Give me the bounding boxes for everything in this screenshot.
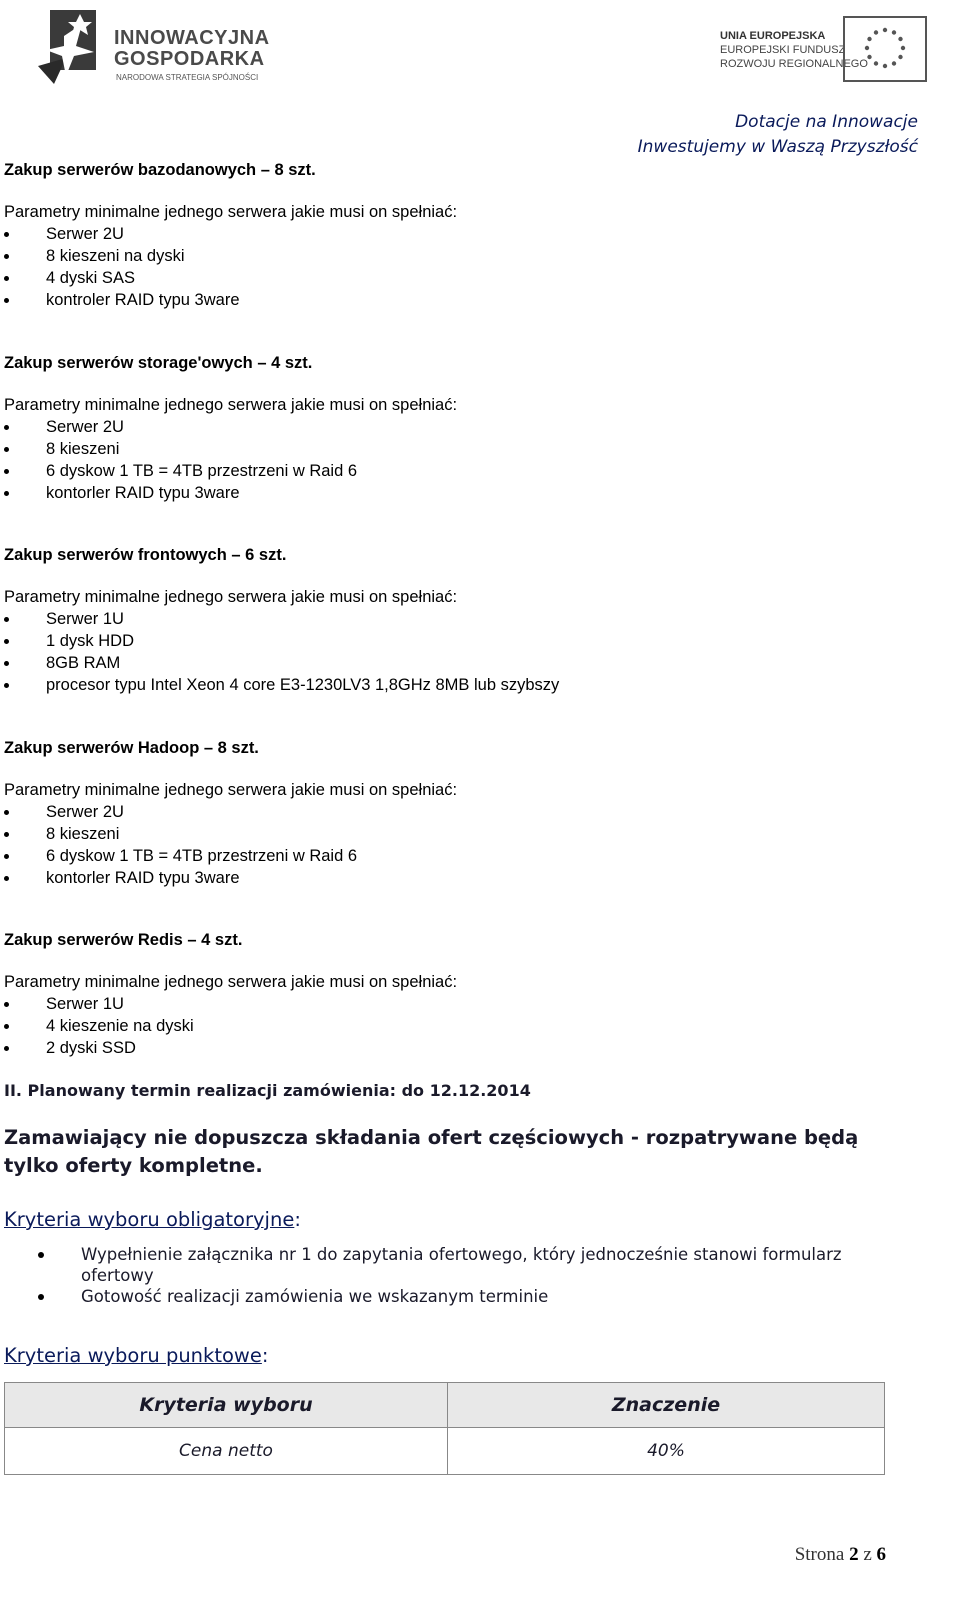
list-item	[4, 630, 559, 652]
list-item	[4, 1015, 457, 1037]
list-item-text: 6 dyskow 1 TB = 4TB przestrzeni w Raid 6	[46, 462, 358, 480]
list-item	[4, 652, 559, 674]
slogan-line-2: Inwestujemy w Waszą Przyszłość	[637, 137, 918, 157]
section-intro: Parametry minimalne jednego serwera jakie musi on spełniać:	[4, 396, 458, 414]
bullet-icon	[4, 639, 9, 644]
mandatory-criteria-heading	[4, 1207, 301, 1233]
bullet-icon	[4, 683, 9, 688]
mandatory-criteria-title: Kryteria wyboru obligatoryjne	[4, 1208, 295, 1231]
bullet-icon	[4, 1046, 9, 1051]
partial-offers-note: Zamawiający nie dopuszcza składania ofert częściowych - rozpatrywane będą tylko oferty kompletne.	[4, 1126, 859, 1177]
list-item	[4, 460, 457, 482]
page-number	[795, 1544, 886, 1566]
list-item-text: kontorler RAID typu 3ware	[46, 484, 240, 502]
list-item	[36, 1286, 866, 1307]
section-intro: Parametry minimalne jednego serwera jakie musi on spełniać:	[4, 588, 458, 606]
eu-logo-line-2: EUROPEJSKI FUNDUSZ	[720, 44, 846, 56]
list-item	[4, 289, 457, 311]
bullet-icon	[4, 876, 9, 881]
bullet-icon	[4, 491, 9, 496]
list-item-text: kontorler RAID typu 3ware	[46, 869, 240, 887]
section-intro: Parametry minimalne jednego serwera jakie musi on spełniać:	[4, 973, 458, 991]
logo-line-2: GOSPODARKA	[114, 48, 265, 70]
page-number-total: 6	[876, 1544, 886, 1565]
list-item	[4, 823, 457, 845]
list-item	[4, 867, 457, 889]
list-item	[4, 674, 559, 696]
list-item-text: Serwer 2U	[46, 803, 124, 821]
eu-logo	[690, 14, 950, 84]
spec-list	[4, 416, 457, 504]
spec-list	[4, 993, 457, 1059]
list-item-text: 4 dyski SAS	[46, 269, 135, 287]
innowacyjna-gospodarka-logo	[36, 6, 296, 86]
section-database-servers	[4, 159, 457, 311]
section-title: Zakup serwerów frontowych – 6 szt.	[4, 546, 287, 564]
point-criteria-title: Kryteria wyboru punktowe	[4, 1344, 262, 1367]
slogan	[638, 110, 918, 160]
eu-logo-line-1: UNIA EUROPEJSKA	[720, 30, 826, 42]
list-item	[4, 267, 457, 289]
list-item-text: kontroler RAID typu 3ware	[46, 291, 240, 309]
logo-star-icon	[36, 6, 108, 84]
list-item	[4, 416, 457, 438]
table-cell: 40%	[448, 1428, 885, 1475]
table-row	[5, 1428, 885, 1475]
slogan-line-1: Dotacje na Innowacje	[735, 112, 918, 132]
list-item-text: 8 kieszeni	[46, 440, 120, 458]
list-item-text: Wypełnienie załącznika nr 1 do zapytania ofertowego, który jednocześnie stanowi formularz ofertowy	[81, 1245, 842, 1285]
list-item	[4, 801, 457, 823]
table-header-cell: Kryteria wyboru	[5, 1383, 448, 1428]
list-item	[4, 1037, 457, 1059]
page-number-separator: z	[863, 1544, 872, 1565]
bullet-icon	[4, 447, 9, 452]
section-title: Zakup serwerów storage'owych – 4 szt.	[4, 354, 313, 372]
criteria-table	[4, 1382, 885, 1475]
bullet-icon	[4, 832, 9, 837]
section-frontend-servers	[4, 544, 559, 696]
bullet-icon	[4, 1024, 9, 1029]
page-number-current: 2	[849, 1544, 859, 1565]
bullet-icon	[4, 810, 9, 815]
list-item-text: 6 dyskow 1 TB = 4TB przestrzeni w Raid 6	[46, 847, 358, 865]
list-item-text: 1 dysk HDD	[46, 632, 135, 650]
bullet-icon	[38, 1252, 44, 1258]
spec-list	[4, 801, 457, 889]
list-item-text: Serwer 1U	[46, 610, 124, 628]
section-title: Zakup serwerów bazodanowych – 8 szt.	[4, 161, 316, 179]
list-item-text: Serwer 2U	[46, 225, 124, 243]
eu-flag-icon	[843, 16, 927, 82]
logo-line-3: NARODOWA STRATEGIA SPÓJNOŚCI	[116, 73, 259, 82]
point-criteria-heading	[4, 1343, 268, 1369]
list-item	[4, 608, 559, 630]
list-item	[4, 482, 457, 504]
section-intro: Parametry minimalne jednego serwera jakie musi on spełniać:	[4, 781, 458, 799]
bullet-icon	[4, 469, 9, 474]
bullet-icon	[4, 254, 9, 259]
list-item	[4, 245, 457, 267]
list-item	[4, 993, 457, 1015]
list-item-text: 2 dyski SSD	[46, 1039, 136, 1057]
delivery-term: II. Planowany termin realizacji zamówienia: do 12.12.2014	[4, 1081, 531, 1100]
bullet-icon	[4, 276, 9, 281]
section-title: Zakup serwerów Hadoop – 8 szt.	[4, 739, 259, 757]
page-number-prefix: Strona	[794, 1544, 845, 1565]
bullet-icon	[4, 854, 9, 859]
section-hadoop-servers	[4, 737, 457, 889]
bullet-icon	[4, 617, 9, 622]
list-item-text: 8 kieszeni na dyski	[46, 247, 185, 265]
table-header-cell: Znaczenie	[448, 1383, 885, 1428]
bullet-icon	[4, 425, 9, 430]
mandatory-criteria-colon: :	[294, 1208, 301, 1231]
list-item-text: Gotowość realizacji zamówienia we wskazanym terminie	[81, 1287, 549, 1306]
bullet-icon	[4, 232, 9, 237]
section-storage-servers	[4, 352, 457, 504]
bullet-icon	[4, 1002, 9, 1007]
table-cell: Cena netto	[5, 1428, 448, 1475]
bullet-icon	[4, 298, 9, 303]
bullet-icon	[38, 1294, 44, 1300]
spec-list	[4, 223, 457, 311]
list-item	[4, 845, 457, 867]
table-header-row	[5, 1383, 885, 1428]
list-item-text: procesor typu Intel Xeon 4 core E3-1230LV3 1,8GHz 8MB lub szybszy	[46, 676, 560, 694]
list-item-text: Serwer 2U	[46, 418, 124, 436]
list-item	[36, 1244, 866, 1286]
list-item	[4, 223, 457, 245]
list-item-text: 8GB RAM	[46, 654, 121, 672]
logo-line-1: INNOWACYJNA	[114, 27, 270, 49]
list-item-text: Serwer 1U	[46, 995, 124, 1013]
bullet-icon	[4, 661, 9, 666]
section-redis-servers	[4, 929, 457, 1059]
list-item	[4, 438, 457, 460]
list-item-text: 8 kieszeni	[46, 825, 120, 843]
point-criteria-colon: :	[261, 1344, 269, 1367]
list-item-text: 4 kieszenie na dyski	[46, 1017, 194, 1035]
section-intro: Parametry minimalne jednego serwera jakie musi on spełniać:	[4, 203, 458, 221]
spec-list	[4, 608, 559, 696]
eu-logo-line-3: ROZWOJU REGIONALNEGO	[720, 58, 868, 70]
section-title: Zakup serwerów Redis – 4 szt.	[4, 931, 243, 949]
mandatory-criteria-list	[36, 1244, 866, 1307]
